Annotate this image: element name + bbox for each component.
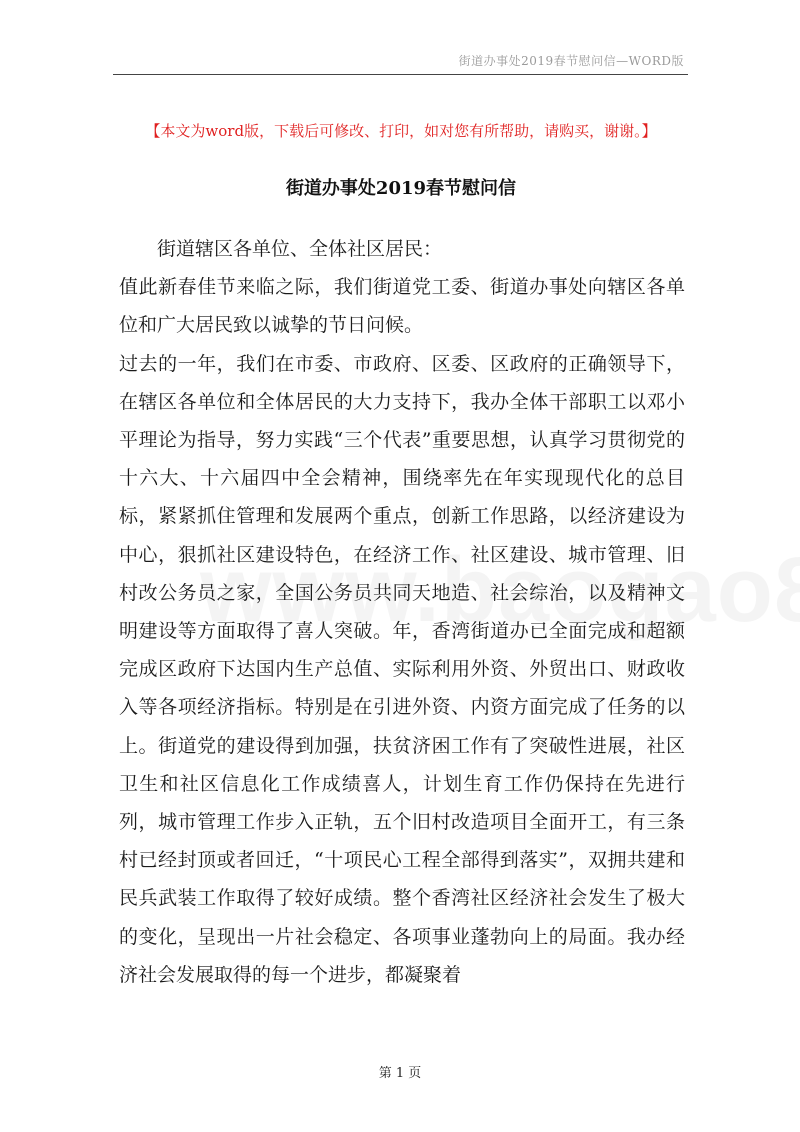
paragraph-greeting: 值此新春佳节来临之际，我们街道党工委、街道办事处向辖区各单位和广大居民致以诚挚的节日问候。 [119, 276, 685, 337]
download-notice: 【本文为word版，下载后可修改、打印，如对您有所帮助，请购买，谢谢。】 [145, 122, 657, 140]
document-title: 街道办事处2019春节慰问信 [285, 178, 517, 199]
header-divider [113, 74, 688, 75]
paragraph-review: 过去的一年，我们在市委、市政府、区委、区政府的正确领导下，在辖区各单位和全体居民的大力支持下，我办全体干部职工以邓小平理论为指导，努力实践“三个代表”重要思想，认真学习贯彻党的十六大、十六届四中全会精神，围绕率先在年实现现代化的总目标，紧紧抓住管理和发展两个重点，创新工作思路，以经济建设为中心，狠抓社区建设特色，在经济工作、社区建设、城市管理、旧村改公务员之家，全国公务员共同天地造、社会综治，以及精神文明建设等方面取得了喜人突破。年，香湾街道办已全面完成和超额完成区政府下达国内生产总值、实际利用外资、外贸出口、财政收入等各项经济指标。特别是在引进外资、内资方面完成了任务的以上。街道党的建设得到加强，扶贫济困工作有了突破性进展，社区卫生和社区信息化工作成绩喜人，计划生育工作仍保持在先进行列，城市管理工作步入正轨，五个旧村改造项目全面开工，有三条村已经封顶或者回迁，“十项民心工程全部得到落实”，双拥共建和民兵武装工作取得了较好成绩。整个香湾社区经济社会发生了极大的变化，呈现出一片社会稳定、各项事业蓬勃向上的局面。我办经济社会发展取得的每一个进步，都凝聚着 [119, 352, 685, 986]
salutation: 街道辖区各单位、全体社区居民： [157, 238, 443, 260]
running-header: 街道办事处2019春节慰问信—WORD版 [458, 54, 684, 68]
letter-body [119, 230, 685, 994]
page-number: 第 1 页 [378, 1066, 422, 1081]
